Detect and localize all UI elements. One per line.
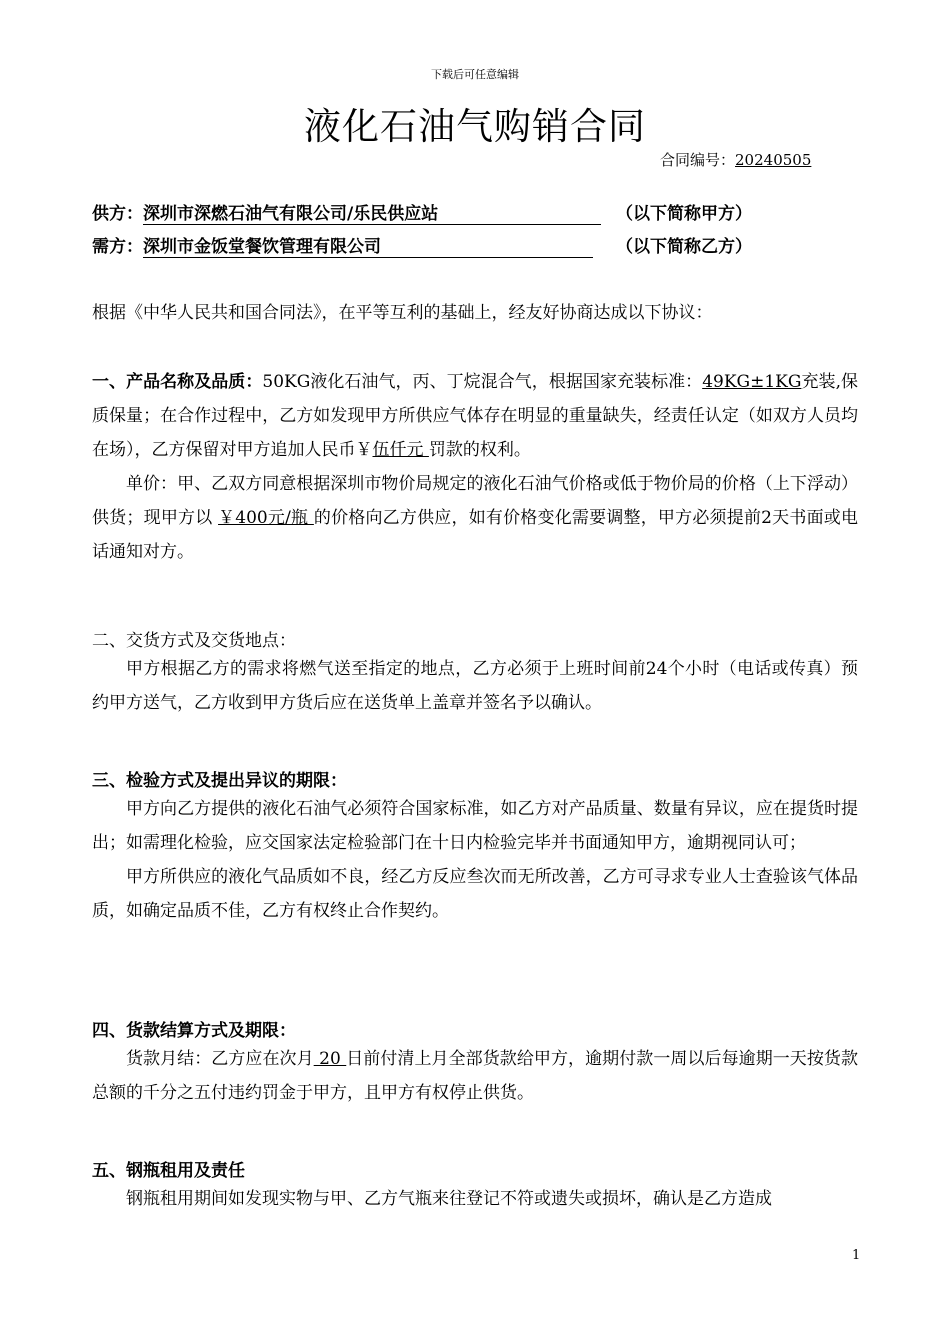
section4-text-b: 日前付清上月全部货款给甲方，逾期付款一周以后每逾期一天按货款总额的千分之五付违约罚金于甲方，且甲方有权停止供货。 bbox=[92, 1049, 858, 1103]
section4-block bbox=[92, 1042, 858, 1110]
intro-text: 根据《中华人民共和国合同法》，在平等互利的基础上，经友好协商达成以下协议： bbox=[92, 303, 713, 323]
intro-paragraph bbox=[92, 296, 858, 330]
fill-standard: 49KG±1KG bbox=[702, 372, 802, 392]
section4-heading: 四、货款结算方式及期限： bbox=[92, 1021, 296, 1041]
contract-number bbox=[660, 149, 811, 170]
contract-number-label: 合同编号： bbox=[660, 151, 736, 169]
price-paragraph bbox=[92, 467, 858, 569]
contract-title: 液化石油气购销合同 bbox=[304, 105, 646, 148]
section1-heading: 一、产品名称及品质： bbox=[92, 372, 263, 392]
section1-text-a: 50KG液化石油气，丙、丁烷混合气，根据国家充装标准： bbox=[262, 372, 703, 392]
section4-paragraph bbox=[92, 1042, 858, 1110]
section3-block bbox=[92, 792, 858, 928]
buyer-name: 深圳市金饭堂餐饮管理有限公司 bbox=[143, 237, 593, 258]
section1-block bbox=[92, 365, 858, 569]
section3-heading: 三、检验方式及提出异议的期限： bbox=[92, 771, 347, 791]
section2-text: 甲方根据乙方的需求将燃气送至指定的地点，乙方必须于上班时间前24个小时（电话或传真）预约甲方送气，乙方收到甲方货后应在送货单上盖章并签名予以确认。 bbox=[92, 659, 858, 713]
supplier-alias: （以下简称甲方） bbox=[616, 204, 752, 224]
section1-text-b: 充装,保质保量；在合作过程中，乙方如发现甲方所供应气体存在明显的重量缺失，经责任认定（如双方人员均在场），乙方保留对甲方追加人民币￥ bbox=[92, 372, 859, 460]
section1-paragraph bbox=[92, 365, 858, 467]
download-note: 下载后可任意编辑 bbox=[431, 68, 519, 81]
section5-text: 钢瓶租用期间如发现实物与甲、乙方气瓶来往登记不符或遗失或损坏，确认是乙方造成 bbox=[126, 1189, 772, 1209]
payment-day: 20 bbox=[313, 1049, 347, 1069]
page-number: 1 bbox=[852, 1248, 861, 1263]
supplier-label: 供方： bbox=[92, 204, 143, 224]
section2-block bbox=[92, 652, 858, 720]
section2-heading: 二、交货方式及交货地点： bbox=[92, 631, 296, 651]
section4-text-a: 货款月结：乙方应在次月 bbox=[126, 1049, 314, 1069]
buyer-line bbox=[92, 232, 752, 258]
section5-heading: 五、钢瓶租用及责任 bbox=[92, 1161, 245, 1181]
section3-text2: 甲方所供应的液化气品质如不良，经乙方反应叁次而无所改善，乙方可寻求专业人士查验该气体品质，如确定品质不佳，乙方有权终止合作契约。 bbox=[92, 867, 858, 921]
fill-penalty: 伍仟元 bbox=[372, 440, 429, 460]
supplier-line bbox=[92, 199, 752, 225]
buyer-alias: （以下简称乙方） bbox=[616, 237, 752, 257]
section1-text-c: 罚款的权利。 bbox=[428, 440, 531, 460]
section5-block bbox=[92, 1182, 858, 1216]
supplier-name: 深圳市深燃石油气有限公司/乐民供应站 bbox=[143, 204, 601, 225]
price-text-a: 单价：甲、乙双方同意根据深圳市物价局规定的液化石油气价格或低于物价局的价格（上下浮动）供货；现甲方以 bbox=[92, 474, 858, 528]
unit-price: ￥400元/瓶 bbox=[218, 508, 314, 528]
section3-text1: 甲方向乙方提供的液化石油气必须符合国家标准，如乙方对产品质量、数量有异议，应在提货时提出；如需理化检验，应交国家法定检验部门在十日内检验完毕并书面通知甲方，逾期视同认可； bbox=[92, 799, 858, 853]
price-text-b: 的价格向乙方供应，如有价格变化需要调整，甲方必须提前2天书面或电话通知对方。 bbox=[92, 508, 858, 562]
buyer-label: 需方： bbox=[92, 237, 143, 257]
contract-number-value: 20240505 bbox=[735, 151, 812, 169]
